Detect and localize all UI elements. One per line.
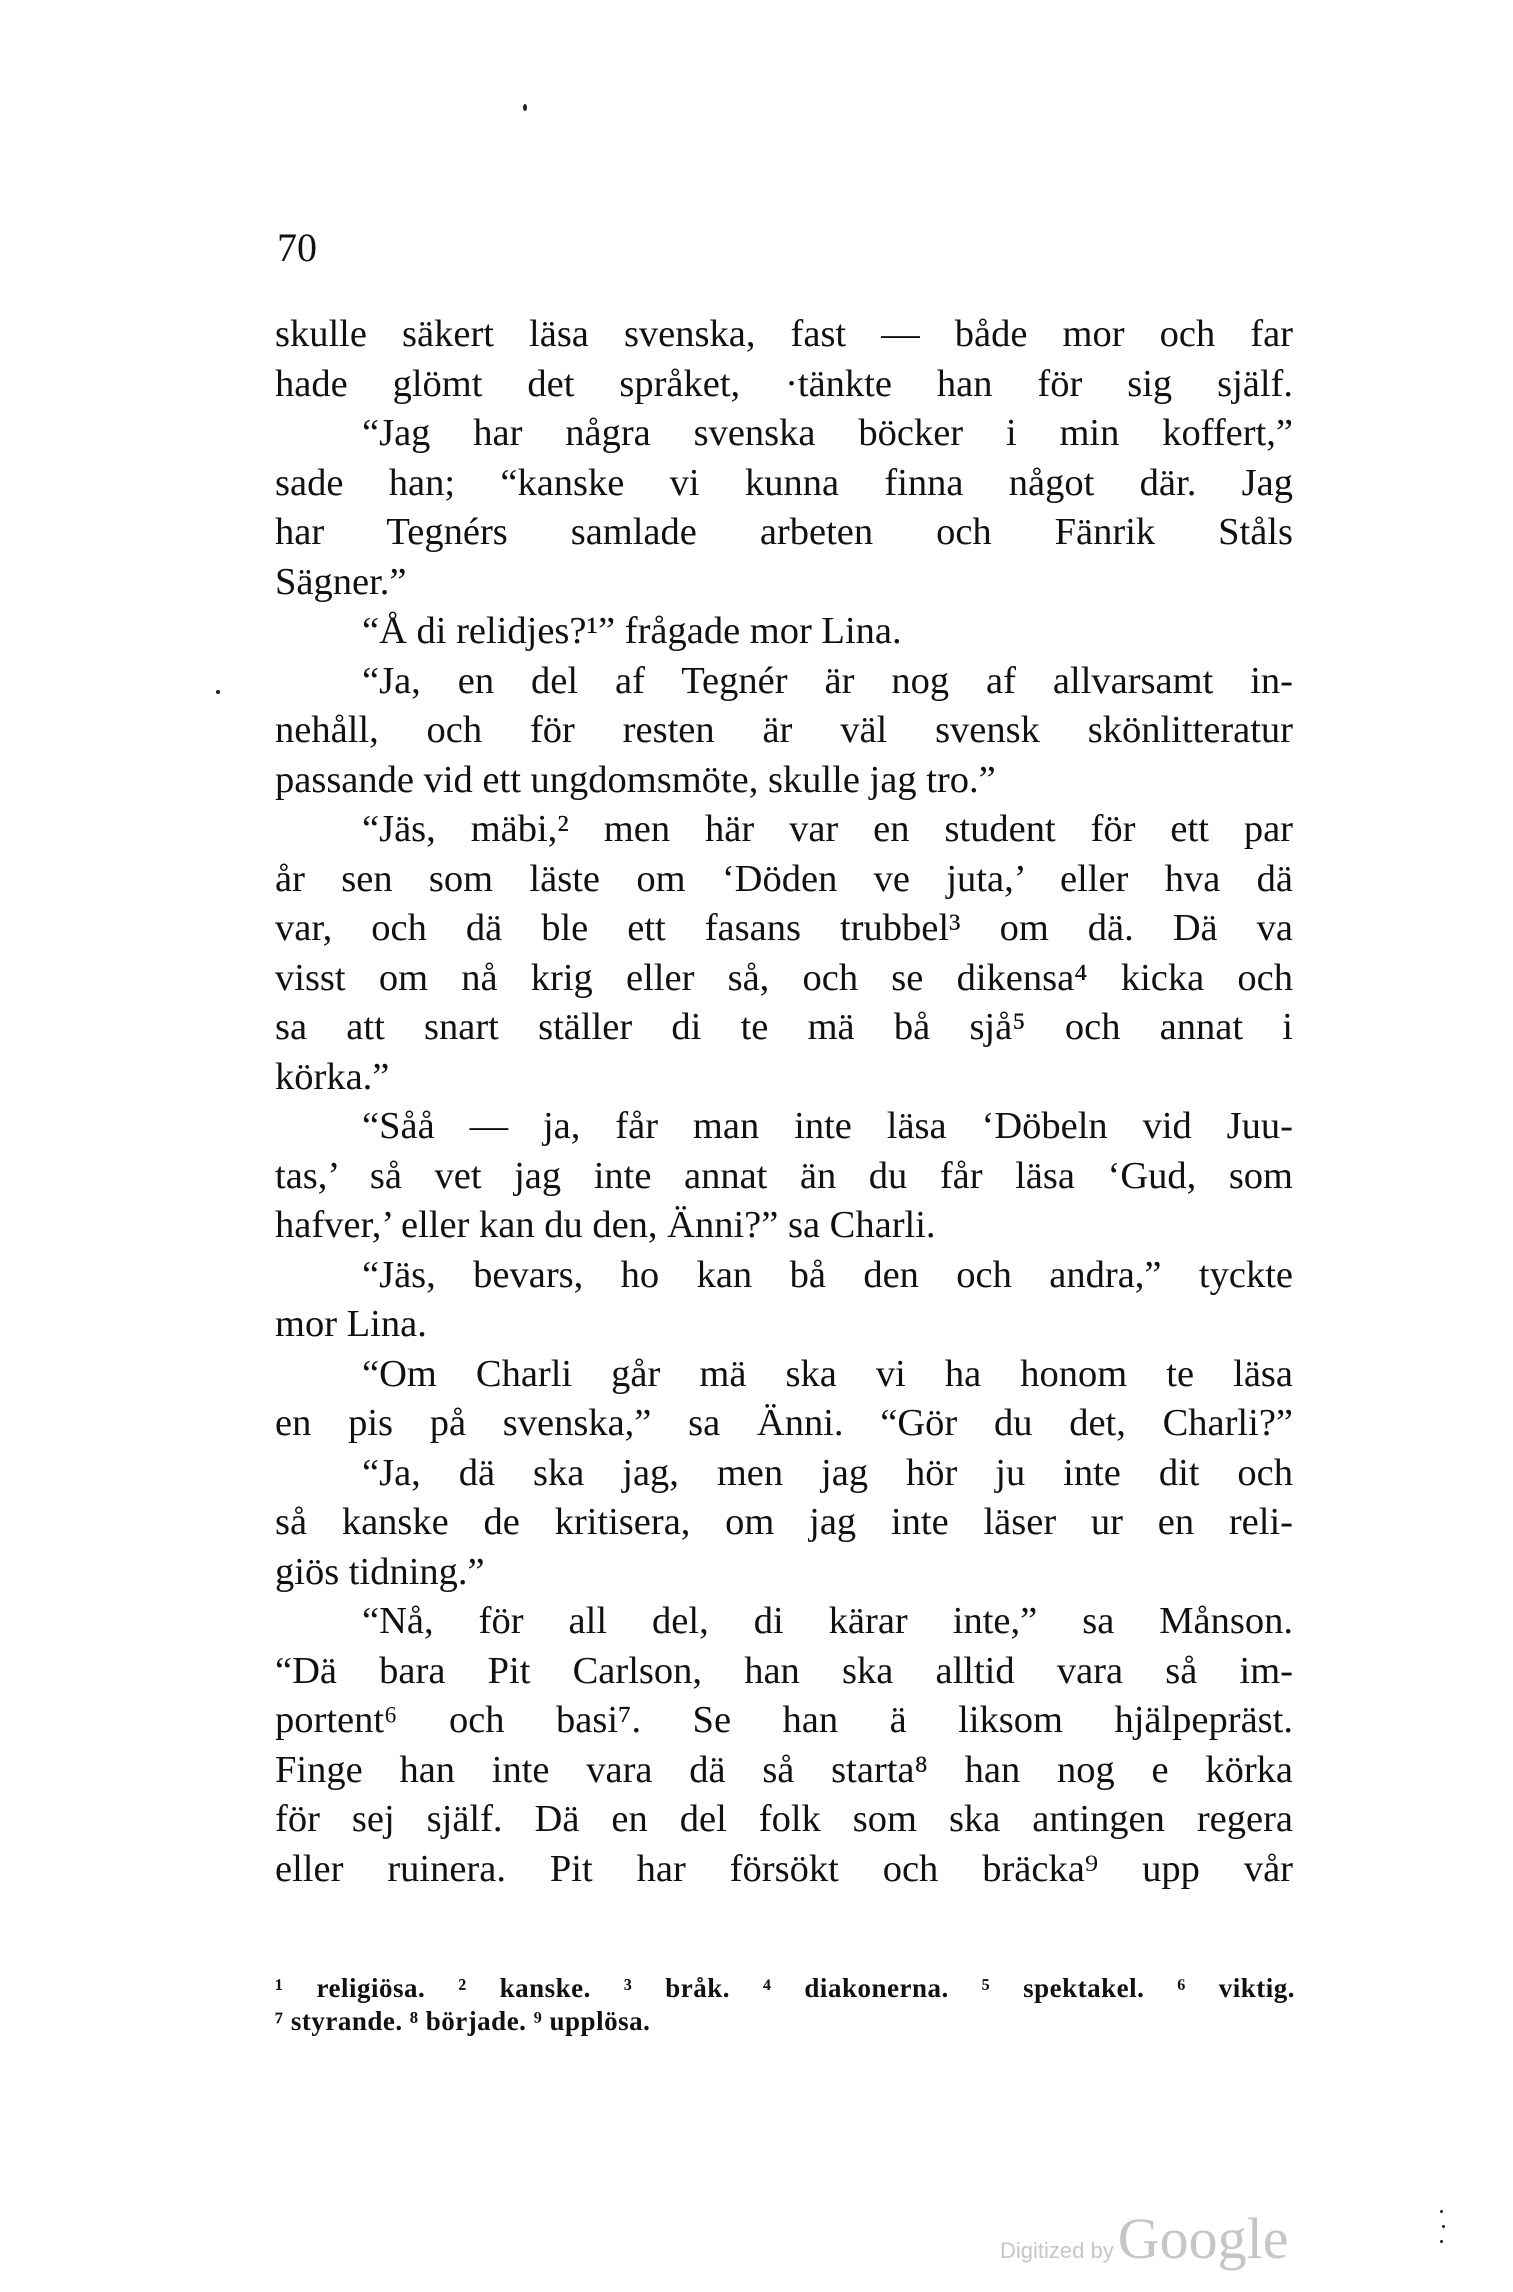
- ink-speck: [216, 690, 220, 694]
- ink-speck: [1440, 2240, 1443, 2243]
- footnote-line: ¹ religiösa. ² kanske. ³ bråk. ⁴ diakonerna. ⁵ spektakel. ⁶ viktig.: [275, 1973, 1295, 2003]
- text-line: “Om Charli går mä ska vi ha honom te läsa: [362, 1352, 1293, 1395]
- text-line: har Tegnérs samlade arbeten och Fänrik Ståls: [275, 511, 1293, 553]
- text-line: “Såå — ja, får man inte läsa ‘Döbeln vid Juu-: [362, 1105, 1293, 1147]
- text-line: “Ja, en del af Tegnér är nog af allvarsamt in-: [362, 659, 1293, 702]
- text-line: var, och dä ble ett fasans trubbel³ om dä. Dä va: [275, 907, 1293, 949]
- text-line: “Ja, dä ska jag, men jag hör ju inte dit och: [362, 1451, 1293, 1494]
- text-line: så kanske de kritisera, om jag inte läser ur en reli-: [275, 1501, 1293, 1543]
- text-line: för sej själf. Dä en del folk som ska antingen regera: [275, 1798, 1293, 1840]
- ink-speck: [1440, 2210, 1443, 2213]
- digitized-watermark: [1000, 2205, 1288, 2272]
- footnotes: [275, 1972, 1295, 2038]
- text-line: körka.”: [275, 1055, 390, 1098]
- text-line: visst om nå krig eller så, och se dikensa⁴ kicka och: [275, 956, 1293, 999]
- text-line: tas,’ så vet jag inte annat än du får läsa ‘Gud, som: [275, 1154, 1293, 1197]
- text-line: Finge han inte vara dä så starta⁸ han nog e körka: [275, 1748, 1293, 1791]
- ink-speck: [523, 104, 527, 111]
- text-line: “Jäs, mäbi,² men här var en student för ett par: [362, 808, 1293, 850]
- watermark-prefix: Digitized by: [1000, 2238, 1114, 2263]
- text-line: sade han; “kanske vi kunna finna något där. Jag: [275, 461, 1293, 504]
- text-line: giös tidning.”: [275, 1550, 485, 1593]
- text-line: passande vid ett ungdomsmöte, skulle jag tro.”: [275, 758, 996, 801]
- text-line: “Å di relidjes?¹” frågade mor Lina.: [362, 610, 902, 652]
- text-line: “Jag har några svenska böcker i min koffert,”: [362, 412, 1293, 454]
- google-logo: Google: [1117, 2206, 1289, 2271]
- text-line: “Dä bara Pit Carlson, han ska alltid vara så im-: [275, 1649, 1293, 1692]
- text-line: skulle säkert läsa svenska, fast — både mor och far: [275, 313, 1293, 355]
- text-line: “Nå, för all del, di kärar inte,” sa Månson.: [362, 1600, 1293, 1642]
- text-line: Sägner.”: [275, 560, 407, 603]
- text-line: sa att snart ställer di te mä bå sjå⁵ och annat i: [275, 1006, 1293, 1048]
- body-text: [275, 310, 1293, 1894]
- text-line: “Jäs, bevars, ho kan bå den och andra,” tyckte: [362, 1253, 1293, 1296]
- text-line: en pis på svenska,” sa Änni. “Gör du det, Charli?”: [275, 1402, 1293, 1444]
- text-line: hade glömt det språket, ·tänkte han för sig själf.: [275, 362, 1293, 405]
- text-line: år sen som läste om ‘Döden ve juta,’ eller hva dä: [275, 857, 1293, 900]
- text-line: hafver,’ eller kan du den, Änni?” sa Charli.: [275, 1204, 936, 1246]
- text-line: portent⁶ och basi⁷. Se han ä liksom hjälpepräst.: [275, 1699, 1293, 1741]
- page-number: 70: [277, 225, 317, 270]
- text-line: eller ruinera. Pit har försökt och bräcka⁹ upp vår: [275, 1847, 1293, 1890]
- text-line: mor Lina.: [275, 1303, 427, 1345]
- footnote-line: ⁷ styrande. ⁸ började. ⁹ upplösa.: [275, 2006, 651, 2036]
- ink-speck: [1442, 2225, 1445, 2228]
- text-line: nehåll, och för resten är väl svensk skönlitteratur: [275, 709, 1293, 751]
